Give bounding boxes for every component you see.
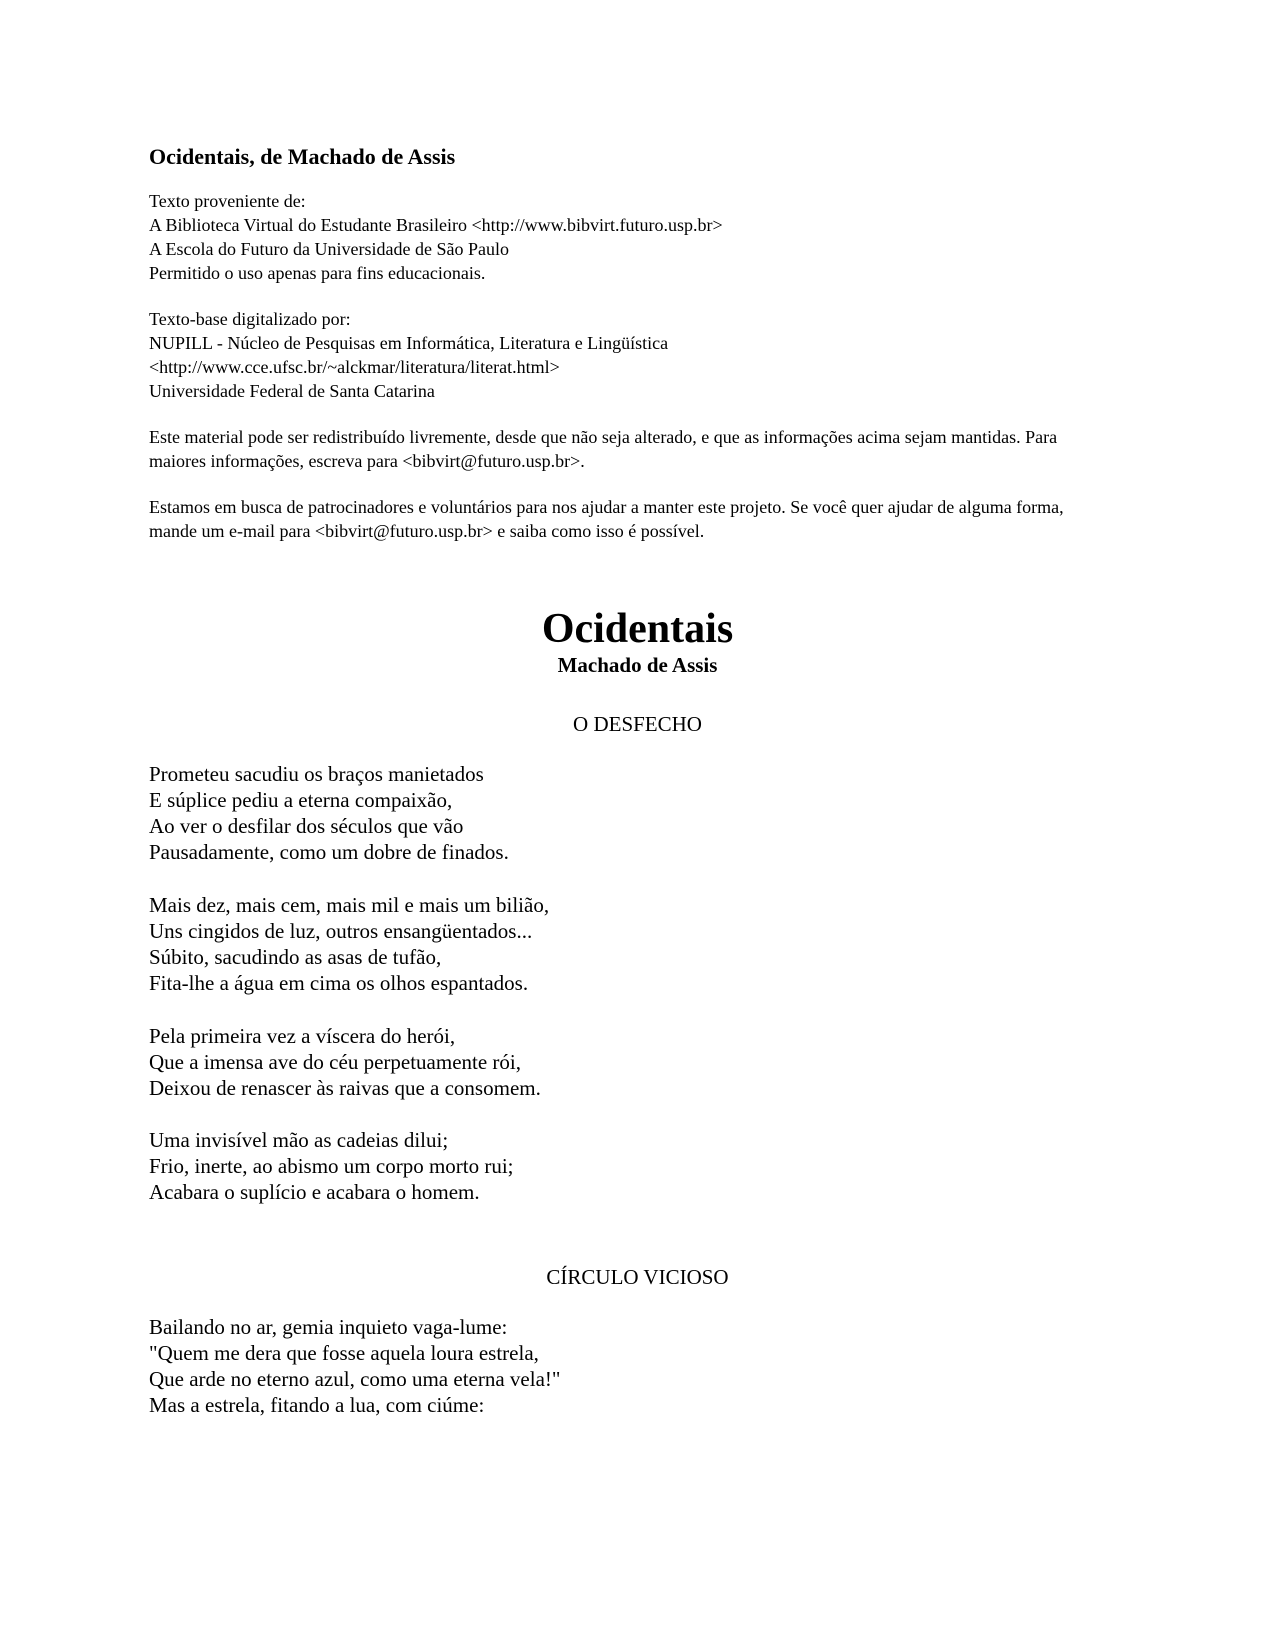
poem-verse: Mais dez, mais cem, mais mil e mais um bilião, [149, 893, 550, 917]
poem-verse: Que arde no eterno azul, como uma eterna vela!" [149, 1367, 561, 1391]
poem-verse: Fita-lhe a água em cima os olhos espantados. [149, 971, 529, 995]
redistribution-notice: Este material pode ser redistribuído livremente, desde que não seja alterado, e que as informações acima sejam mantidas. Para maiores informações, escreva para <bibvirt@futuro.usp.br>. [149, 427, 1058, 471]
digitized-line: Texto-base digitalizado por: [149, 309, 351, 329]
poem-stanza [149, 1023, 1049, 1101]
poem-verse: Acabara o suplício e acabara o homem. [149, 1180, 480, 1204]
poem-verse: Pausadamente, como um dobre de finados. [149, 840, 509, 864]
poem-verse: Uns cingidos de luz, outros ensangüentados... [149, 919, 533, 943]
poem-verse: Prometeu sacudiu os braços manietados [149, 762, 484, 786]
source-line: Texto proveniente de: [149, 191, 306, 211]
poem-verse: Frio, inerte, ao abismo um corpo morto rui; [149, 1154, 514, 1178]
poem-title: O DESFECHO [573, 712, 702, 736]
poem-stanza [149, 1127, 1049, 1205]
poem-stanza [149, 1314, 1049, 1418]
poem-title: CÍRCULO VICIOSO [546, 1265, 729, 1289]
source-line: A Escola do Futuro da Universidade de São Paulo [149, 239, 509, 259]
digitized-line: NUPILL - Núcleo de Pesquisas em Informática, Literatura e Lingüística [149, 333, 669, 353]
poem-verse: Uma invisível mão as cadeias dilui; [149, 1128, 449, 1152]
poem-verse: E súplice pediu a eterna compaixão, [149, 788, 453, 812]
poem-verse: Pela primeira vez a víscera do herói, [149, 1024, 456, 1048]
source-info-block [149, 189, 1124, 285]
book-author: Machado de Assis [557, 653, 718, 677]
poem-verse: Mas a estrela, fitando a lua, com ciúme: [149, 1393, 485, 1417]
digitized-line: <http://www.cce.ufsc.br/~alckmar/literatura/literat.html> [149, 357, 560, 377]
poem-verse: Que a imensa ave do céu perpetuamente rói, [149, 1050, 522, 1074]
digitized-line: Universidade Federal de Santa Catarina [149, 381, 435, 401]
digitization-info-block [149, 307, 1124, 403]
book-title: Ocidentais [541, 606, 734, 652]
poem-verse: Súbito, sacudindo as asas de tufão, [149, 945, 442, 969]
source-line: A Biblioteca Virtual do Estudante Brasileiro <http://www.bibvirt.futuro.usp.br> [149, 215, 723, 235]
poem-verse: Bailando no ar, gemia inquieto vaga-lume: [149, 1315, 508, 1339]
document-header-title: Ocidentais, de Machado de Assis [149, 144, 456, 169]
sponsorship-notice: Estamos em busca de patrocinadores e voluntários para nos ajudar a manter este projeto. Se você quer ajudar de alguma forma, mande um e-mail para <bibvirt@futuro.usp.br> e saiba como isso é possível. [149, 497, 1064, 541]
poem-verse: Deixou de renascer às raivas que a consomem. [149, 1076, 541, 1100]
poem-verse: "Quem me dera que fosse aquela loura estrela, [149, 1341, 539, 1365]
source-line: Permitido o uso apenas para fins educacionais. [149, 263, 486, 283]
poem-verse: Ao ver o desfilar dos séculos que vão [149, 814, 464, 838]
poem-stanza [149, 761, 1049, 865]
poem-stanza [149, 892, 1049, 996]
